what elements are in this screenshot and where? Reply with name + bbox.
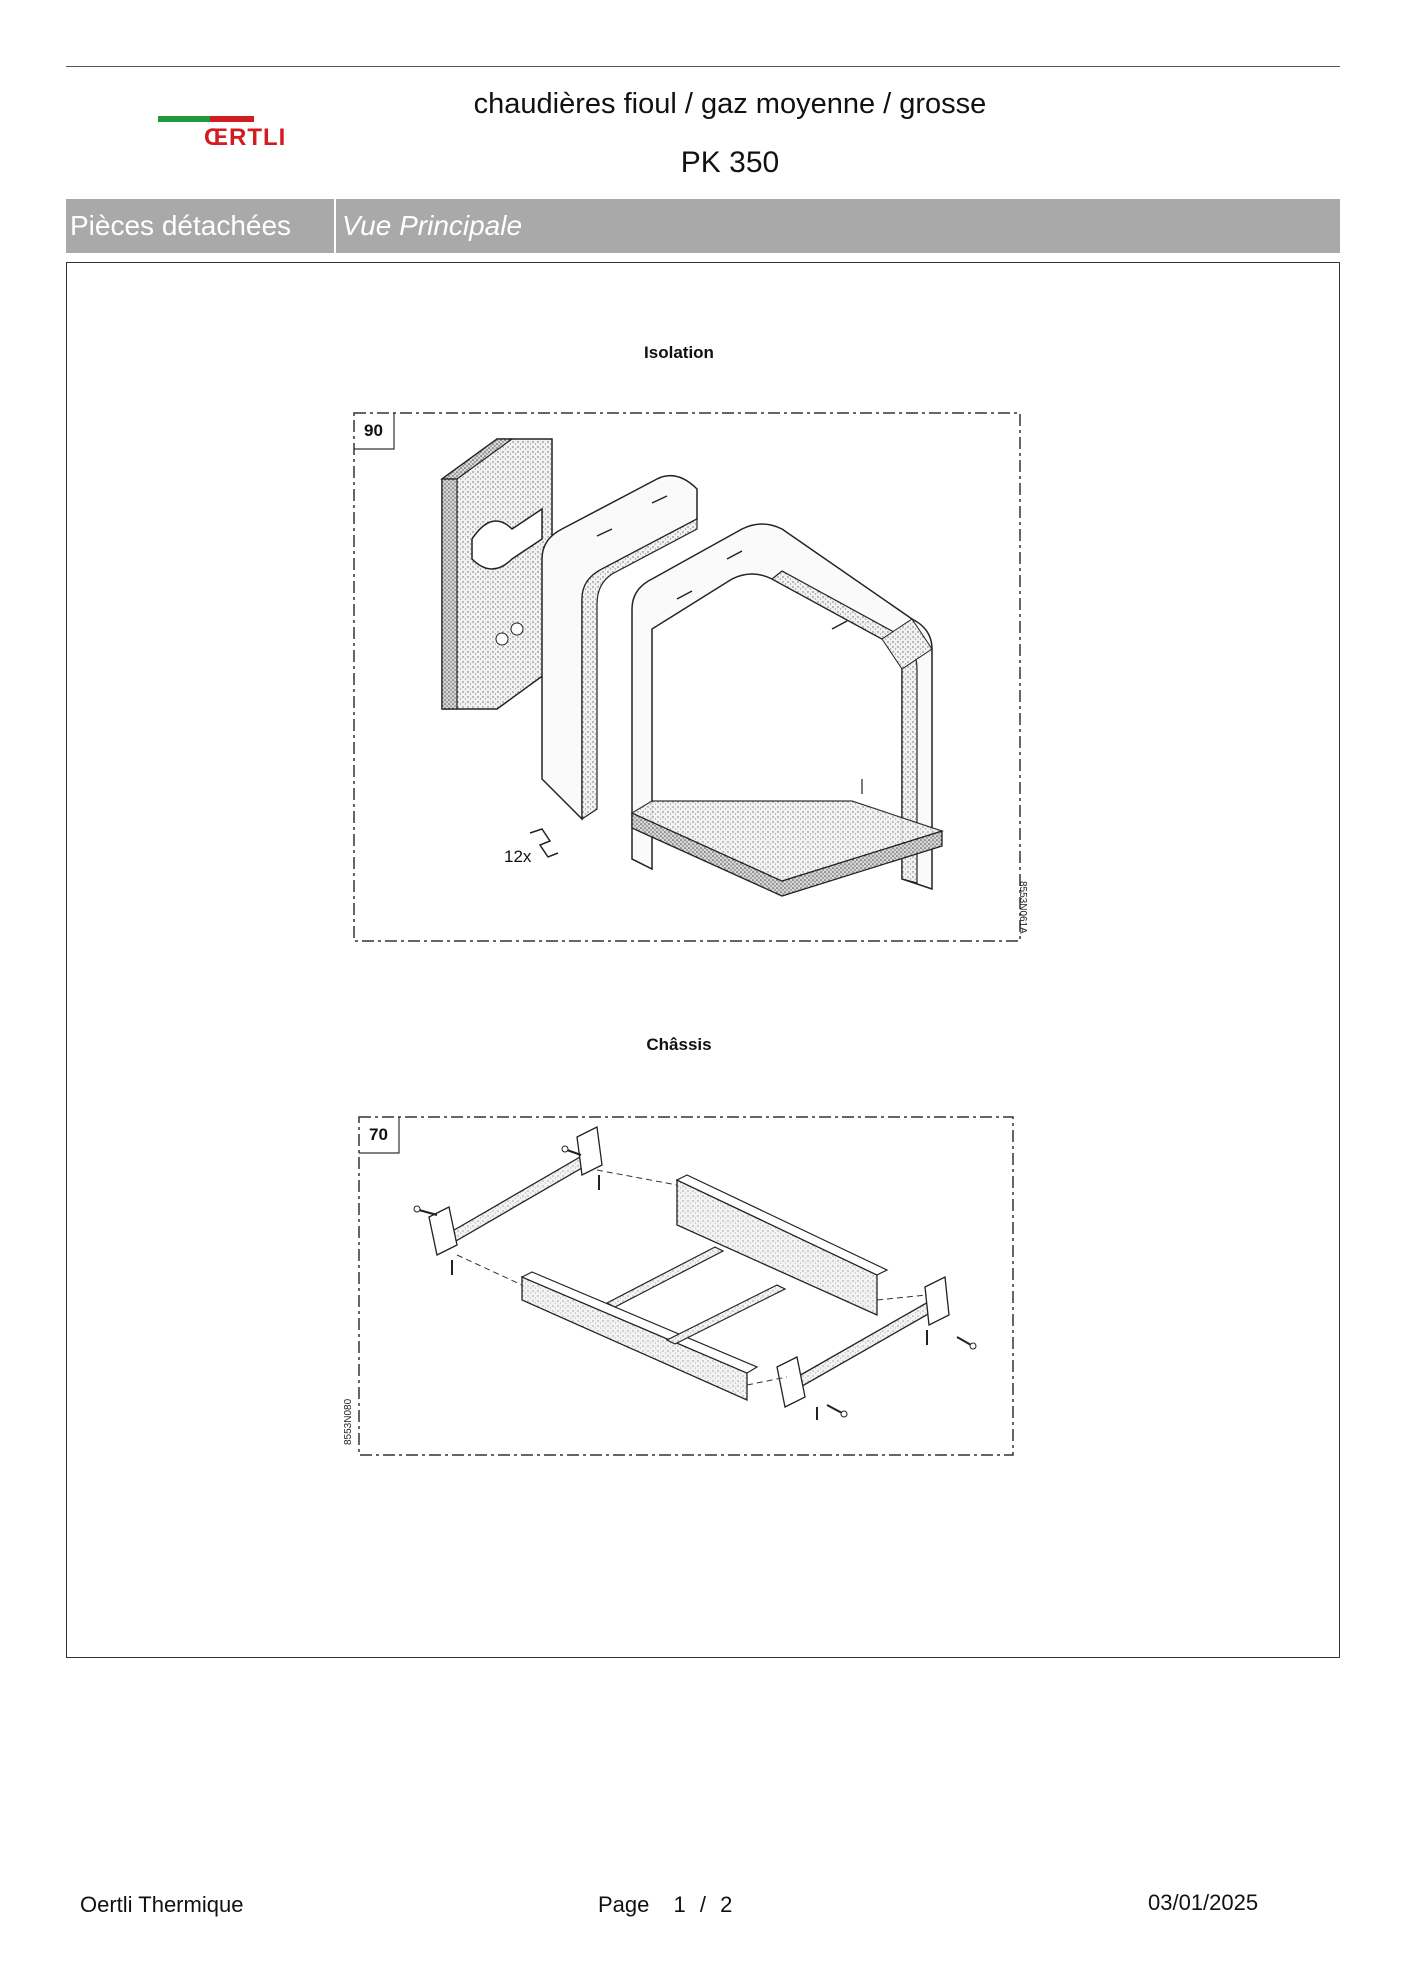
logo-green-bar (158, 116, 210, 122)
part-number-70: 70 (369, 1125, 388, 1144)
model-name: PK 350 (680, 146, 780, 179)
logo-red-bar (210, 116, 254, 122)
footer-page (598, 1892, 732, 1918)
part-number-90: 90 (364, 421, 383, 440)
quantity-label: 12x (504, 847, 532, 866)
footer-page-total: 2 (720, 1892, 733, 1917)
footer-page-current: 1 (673, 1892, 686, 1917)
section-label-parts: Pièces détachées (66, 199, 334, 253)
isolation-diagram (352, 411, 1028, 943)
oertli-logo (156, 112, 306, 152)
reference-code-isolation: 8553N061A (1017, 881, 1028, 934)
top-rule (66, 66, 1340, 67)
reference-code-chassis: 8553N080 (343, 1398, 354, 1445)
diagram-title-chassis: Châssis (646, 1035, 712, 1054)
diagram-title-isolation: Isolation (644, 343, 714, 362)
insulation-panels-illustration (352, 411, 1022, 943)
footer-page-sep: / (699, 1892, 707, 1917)
footer-company: Oertli Thermique (80, 1892, 244, 1917)
drawing-frame (66, 262, 1340, 1658)
footer-date: 03/01/2025 (1148, 1890, 1259, 1915)
logo-text: ŒRTLI (204, 124, 287, 151)
document-title: chaudières fioul / gaz moyenne / grosse (473, 88, 987, 120)
chassis-frame-illustration (357, 1115, 1027, 1457)
section-label-view: Vue Principale (336, 199, 1340, 253)
chassis-diagram (343, 1115, 1027, 1457)
section-bar (66, 199, 1340, 253)
footer-page-word: Page (598, 1892, 650, 1917)
